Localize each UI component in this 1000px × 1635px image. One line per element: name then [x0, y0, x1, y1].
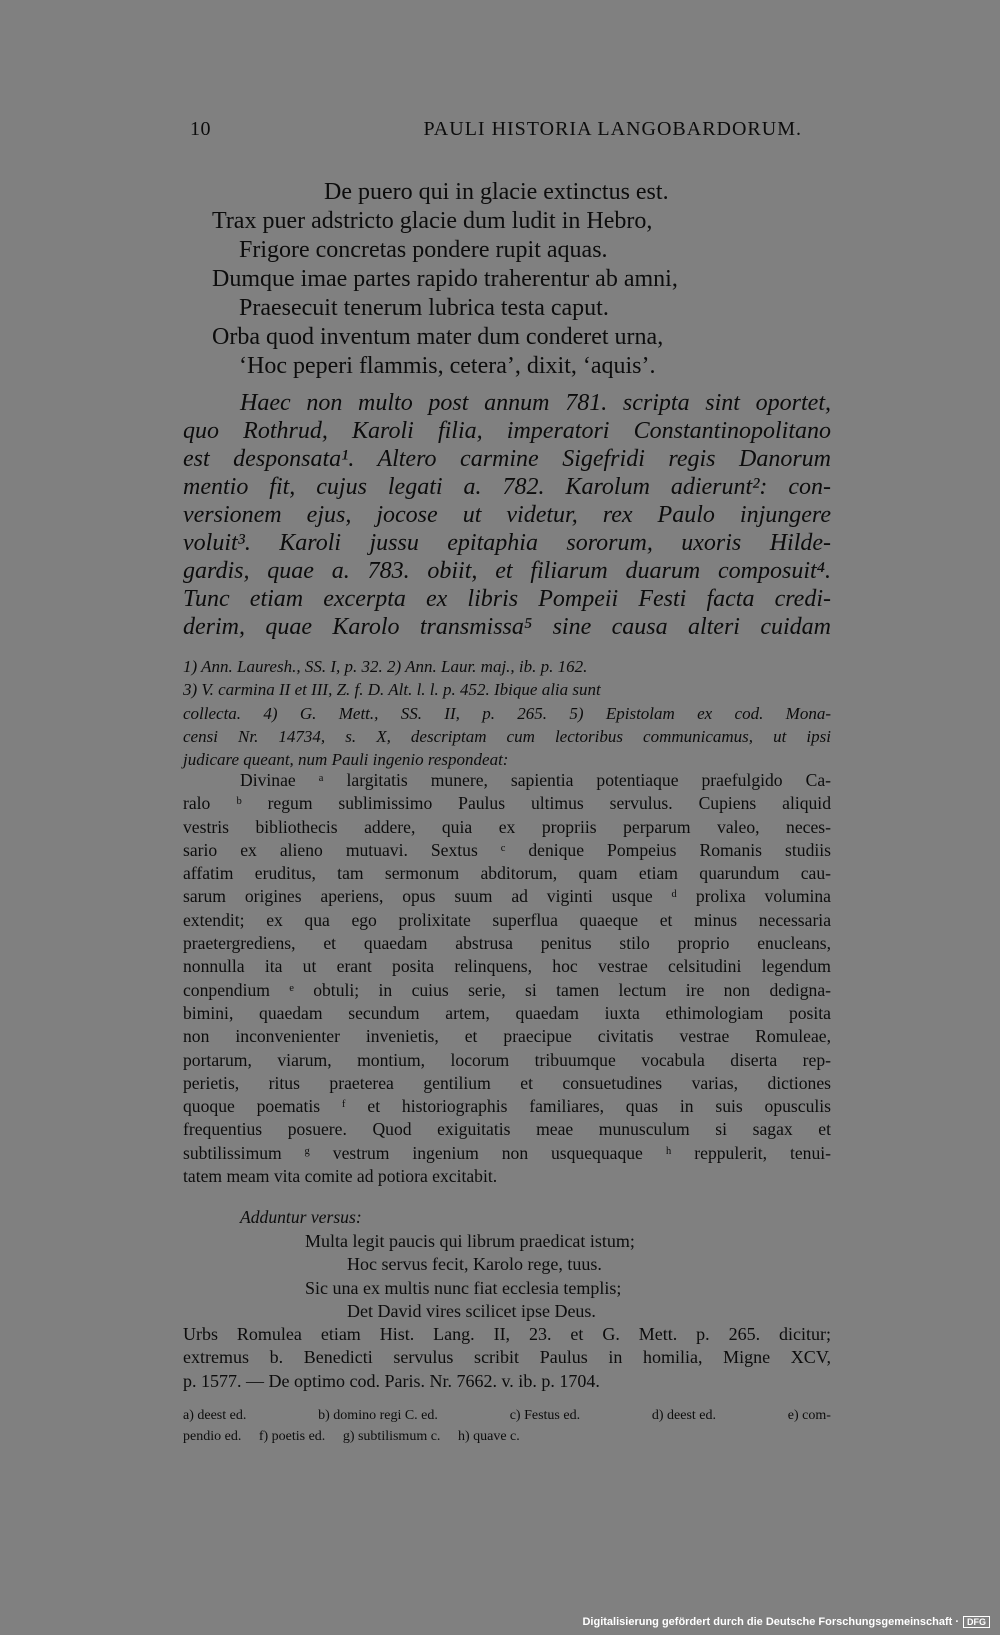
digitization-credit	[582, 1616, 990, 1628]
commentary-line: derim, quae Karolo transmissa⁵ sine causa alteri cuidam	[183, 614, 831, 640]
letter-line: extendit; ex qua ego prolixitate superflua quaeque et minus necessaria	[183, 909, 831, 930]
letter-line: bimini, quaedam secundum artem, quaedam iuxta ethimologiam posita	[183, 1002, 831, 1023]
letter-line: portarum, viarum, montium, locorum tribuumque vocabula diserta rep-	[183, 1049, 831, 1070]
footnote-line: 1) Ann. Lauresh., SS. I, p. 32. 2) Ann. Laur. maj., ib. p. 162.	[183, 657, 588, 676]
dfg-logo: DFG	[963, 1616, 990, 1628]
letter-line: ralo ᵇ regum sublimissimo Paulus ultimus servulus. Cupiens aliquid	[183, 793, 831, 814]
added-verses	[305, 1230, 635, 1323]
poem-title: De puero qui in glacie extinctus est.	[324, 179, 669, 205]
commentary-paragraph	[183, 389, 831, 641]
letter-line: sarum origines aperiens, opus suum ad viginti usque ᵈ prolixa volumina	[183, 886, 831, 907]
commentary-line: quo Rothrud, Karoli filia, imperatori Constantinopolitano	[183, 418, 831, 444]
variant-note: d) deest ed.	[651, 1408, 717, 1423]
commentary-line: gardis, quae a. 783. obiit, et filiarum duarum composuit⁴.	[183, 558, 831, 584]
poem-line: Trax puer adstricto glacie dum ludit in Hebro,	[212, 208, 653, 234]
commentary-line: Haec non multo post annum 781. scripta sint oportet,	[240, 390, 831, 416]
variant-note: g) subtilismum c.	[342, 1429, 441, 1444]
variant-note: h) quave c.	[457, 1429, 520, 1444]
letter-line: non inconvenienter invenietis, et praecipue civitatis vestrae Romuleae,	[183, 1026, 831, 1047]
letter-line: nonnulla ita ut erant posita relinquens, hoc vestrae celsitudini legendum	[183, 956, 831, 977]
poem-line: Praesecuit tenerum lubrica testa caput.	[239, 295, 609, 321]
variant-note: a) deest ed.	[183, 1408, 247, 1423]
closing-note-line: Urbs Romulea etiam Hist. Lang. II, 23. et G. Mett. p. 265. dicitur;	[183, 1324, 831, 1344]
variant-note: b) domino regi C. ed.	[318, 1408, 438, 1423]
footnote-line: 3) V. carmina II et III, Z. f. D. Alt. l. l. p. 452. Ibique alia sunt	[183, 680, 601, 700]
letter-line: perietis, ritus praeterea gentilium et consuetudines varias, dictiones	[183, 1072, 831, 1093]
commentary-line: est desponsata¹. Altero carmine Sigefridi regis Danorum	[183, 446, 831, 472]
commentary-line: versionem ejus, jocose ut videtur, rex Paulo injungere	[183, 502, 831, 528]
footnote-line: collecta. 4) G. Mett., SS. II, p. 265. 5) Epistolam ex cod. Mona-	[183, 703, 831, 723]
letter-line: tatem meam vita comite ad potiora excitabit.	[183, 1166, 498, 1187]
verse-line: Multa legit paucis qui librum praedicat istum;	[305, 1231, 635, 1251]
running-header	[190, 118, 802, 148]
poem	[212, 178, 852, 381]
letter-line: Divinae ᵃ largitatis munere, sapientia potentiaque praefulgido Ca-	[240, 770, 831, 790]
page-number: 10	[190, 118, 211, 140]
verse-line: Det David vires scilicet ipse Deus.	[347, 1300, 596, 1321]
footnote-line: judicare queant, num Pauli ingenio respondeat:	[183, 750, 509, 770]
credit-text: Digitalisierung gefördert durch die Deutsche Forschungsgemeinschaft ·	[582, 1616, 959, 1628]
footnotes	[183, 655, 831, 771]
closing-note-line: p. 1577. — De optimo cod. Paris. Nr. 7662. v. ib. p. 1704.	[183, 1370, 600, 1391]
added-verses-label: Adduntur versus:	[240, 1207, 362, 1227]
closing-note	[183, 1323, 831, 1393]
letter-line: subtilissimum ᵍ vestrum ingenium non usquequaque ʰ reppulerit, tenui-	[183, 1142, 831, 1163]
letter-line: frequentius posuere. Quod exiguitatis meae munusculum si sagax et	[183, 1119, 831, 1140]
variant-note: e) com-	[787, 1408, 831, 1423]
letter-line: quoque poematis ᶠ et historiographis familiares, quas in suis opusculis	[183, 1096, 831, 1117]
variant-notes-row	[183, 1426, 831, 1447]
commentary-line: Tunc etiam excerpta ex libris Pompeii Festi facta credi-	[183, 586, 831, 612]
poem-line: Frigore concretas pondere rupit aquas.	[239, 237, 608, 263]
poem-line: Dumque imae partes rapido traherentur ab amni,	[212, 266, 678, 292]
letter-text	[183, 769, 831, 1188]
letter-line: affatim eruditus, tam sermonum abditorum, quam etiam quarundum cau-	[183, 863, 831, 884]
verse-line: Sic una ex multis nunc fiat ecclesia templis;	[305, 1277, 622, 1298]
commentary-line: voluit³. Karoli jussu epitaphia sororum, uxoris Hilde-	[183, 530, 831, 556]
verse-line: Hoc servus fecit, Karolo rege, tuus.	[347, 1254, 602, 1275]
variant-note: pendio ed.	[183, 1429, 242, 1444]
poem-line: ‘Hoc peperi flammis, cetera’, dixit, ‘aquis’.	[239, 353, 656, 379]
variant-note: f) poetis ed.	[258, 1429, 326, 1444]
closing-note-line: extremus b. Benedicti servulus scribit Paulus in homilia, Migne XCV,	[183, 1347, 831, 1368]
letter-line: vestris bibliothecis addere, quia ex propriis perparum valeo, neces-	[183, 816, 831, 837]
poem-line: Orba quod inventum mater dum conderet urna,	[212, 324, 664, 350]
variant-notes-row	[183, 1405, 831, 1426]
variant-notes	[183, 1405, 831, 1447]
letter-line: conpendium ᵉ obtuli; in cuius serie, si tamen lectum ire non dedigna-	[183, 979, 831, 1000]
commentary-line: mentio fit, cujus legati a. 782. Karolum adierunt²: con-	[183, 474, 831, 500]
running-title: PAULI HISTORIA LANGOBARDORUM.	[423, 118, 802, 140]
letter-line: praetergrediens, et quaedam abstrusa penitus stilo proprio enucleans,	[183, 933, 831, 954]
letter-line: sario ex alieno mutuavi. Sextus ᶜ denique Pompeius Romanis studiis	[183, 839, 831, 860]
variant-note: c) Festus ed.	[509, 1408, 581, 1423]
footnote-line: censi Nr. 14734, s. X, descriptam cum lectoribus communicamus, ut ipsi	[183, 726, 831, 746]
